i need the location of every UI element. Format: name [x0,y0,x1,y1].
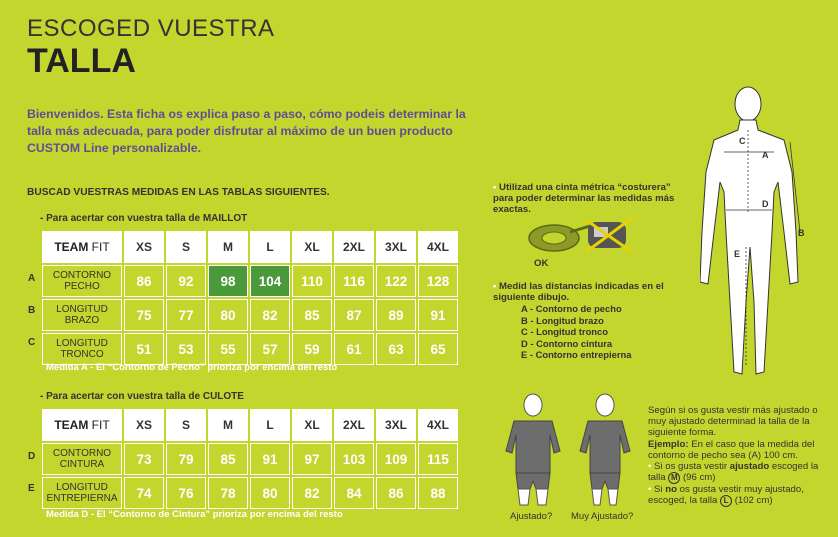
size-header: XS [124,409,164,441]
row-name: CONTORNO PECHO [42,265,122,297]
size-header: S [166,231,206,263]
row-name: LONGITUD BRAZO [42,299,122,331]
fitted-caption: Ajustado? [510,511,553,522]
size-badge: L [720,495,732,507]
table-cell: 97 [292,443,332,475]
table-cell: 82 [292,477,332,509]
body-letter: D [762,199,769,209]
table-cell: 55 [208,333,248,365]
tight-fitted-caption: Muy Ajustado? [571,511,634,522]
tape-measure-icon [520,212,640,257]
table-cell: 122 [376,265,416,297]
table-cell: 57 [250,333,290,365]
table-cell: 89 [376,299,416,331]
size-header: 3XL [376,409,416,441]
table-cell: 76 [166,477,206,509]
list-item: D - Contorno cintura [521,337,613,349]
bullet-icon: • [493,281,497,292]
table-cell: 59 [292,333,332,365]
size-header: 2XL [334,409,374,441]
team-fit-header: TEAM FIT [42,231,122,263]
size-header: L [250,409,290,441]
table-cell: 80 [250,477,290,509]
table-cell: 74 [124,477,164,509]
fit-option-adjusted: • Si os gusta vestir ajustado escoged la talla M (96 cm) [648,461,819,484]
size-header: XL [292,231,332,263]
table-cell: 91 [418,299,458,331]
culote-size-table [40,407,460,511]
table-cell: 109 [376,443,416,475]
table-cell: 85 [208,443,248,475]
size-header: M [208,409,248,441]
table-cell: 103 [334,443,374,475]
maillot-size-table [40,229,460,367]
culote-note: Medida D - El “Contorno de Cintura” prioriza por encima del resto [46,509,343,520]
culote-label: - Para acertar con vuestra talla de CULOTE [40,391,244,402]
list-item: B - Longitud brazo [521,314,604,326]
tape-tip: • Utilizad una cinta métrica “costurera” para poder determinar las medidas más exactas. [493,182,675,215]
table-cell: 77 [166,299,206,331]
body-letter: A [762,150,769,160]
body-measure-figure [700,82,812,382]
fitted-figure [504,393,562,507]
table-cell: 51 [124,333,164,365]
body-letter: E [734,249,741,259]
table-cell: 116 [334,265,374,297]
table-cell: 92 [166,265,206,297]
table-cell: 61 [334,333,374,365]
table-cell-highlighted: 104 [250,265,290,297]
fit-intro: Según si os gusta vestir más ajustado o muy ajustado determinad la talla de la siguiente forma. [648,405,818,439]
size-header: 2XL [334,231,374,263]
table-cell-highlighted: 98 [208,265,248,297]
table-cell: 86 [124,265,164,297]
list-item: E - Contorno entrepierna [521,349,632,361]
maillot-note: Medida A - El “Contorno de Pecho” prioriza por encima del resto [46,362,338,373]
page-title: TALLA [27,42,136,80]
size-header: S [166,409,206,441]
row-letter: E [28,483,35,494]
row-letter: A [28,273,36,284]
fit-option-loose: • Si no os gusta vestir muy ajustado, escoged, la talla L (102 cm) [648,484,804,507]
size-badge: M [668,472,680,484]
table-cell: 128 [418,265,458,297]
table-cell: 73 [124,443,164,475]
size-header: 3XL [376,231,416,263]
table-cell: 53 [166,333,206,365]
table-cell: 63 [376,333,416,365]
table-cell: 110 [292,265,332,297]
table-cell: 84 [334,477,374,509]
row-name: LONGITUD TRONCO [42,333,122,365]
size-header: XS [124,231,164,263]
table-cell: 65 [418,333,458,365]
bullet-icon: • [493,182,497,193]
fit-explanation [648,405,828,507]
size-header: L [250,231,290,263]
ok-label: OK [534,258,549,269]
page-subtitle: ESCOGED VUESTRA [27,15,275,42]
table-cell: 78 [208,477,248,509]
table-cell: 79 [166,443,206,475]
row-letter: D [28,451,36,462]
table-cell: 115 [418,443,458,475]
table-cell: 91 [250,443,290,475]
size-header: 4XL [418,231,458,263]
tight-fitted-figure [576,393,634,507]
row-name: LONGITUD ENTREPIERNA [42,477,122,509]
table-cell: 87 [334,299,374,331]
table-cell: 80 [208,299,248,331]
row-name: CONTORNO CINTURA [42,443,122,475]
table-cell: 82 [250,299,290,331]
section-title: BUSCAD VUESTRAS MEDIDAS EN LAS TABLAS SIGUIENTES. [27,187,330,198]
size-header: 4XL [418,409,458,441]
list-item: C - Longitud tronco [521,326,608,338]
row-letter: B [28,305,36,316]
fit-example: Ejemplo: En el caso que la medida del contorno de pecho sea (A) 100 cm. [648,438,815,461]
body-letter: B [798,228,805,238]
maillot-label: - Para acertar con vuestra talla de MAILLOT [40,213,248,224]
team-fit-header: TEAM FIT [42,409,122,441]
size-header: M [208,231,248,263]
measure-tip: • Medid las distancias indicadas en el siguiente dibujo. [493,281,664,303]
table-cell: 86 [376,477,416,509]
size-header: XL [292,409,332,441]
body-letter: C [739,136,746,146]
measure-list [521,303,631,361]
list-item: A - Contorno de pecho [521,303,622,314]
row-letter: C [28,337,36,348]
table-cell: 85 [292,299,332,331]
table-cell: 75 [124,299,164,331]
table-cell: 88 [418,477,458,509]
intro-text: Bienvenidos. Esta ficha os explica paso a paso, cómo podeis determinar la talla más adecuada, para poder disfrutar al máximo de un buen producto CUSTOM Line personalizable. [27,107,466,155]
